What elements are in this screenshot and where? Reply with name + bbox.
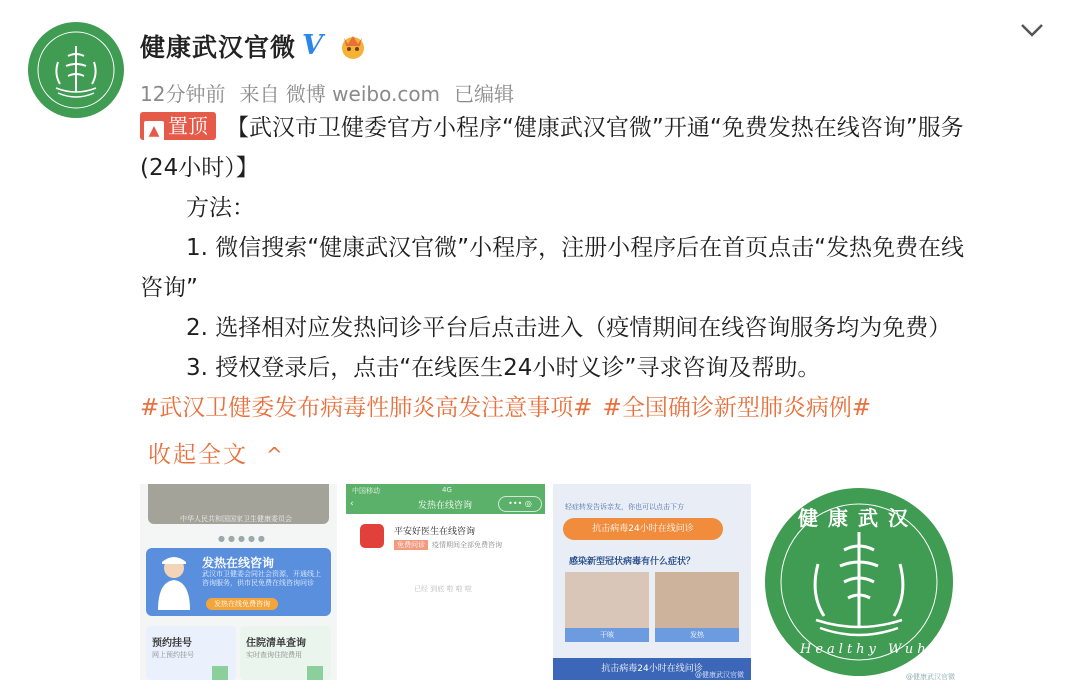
tile-title: 预约挂号 — [152, 638, 192, 649]
consult-button-bottom[interactable]: 抗击病毒24小时在线问诊 — [553, 658, 751, 680]
post-time[interactable]: 12分钟前 — [140, 82, 226, 106]
step-1-line-1: 1. 微信搜索“健康武汉官微”小程序，注册小程序后在首页点击“发热免费在线 — [186, 235, 965, 261]
fever-photo — [655, 572, 739, 628]
image-thumbnail-1[interactable] — [140, 484, 337, 680]
ping-an-logo-icon — [360, 524, 384, 548]
image-thumbnail-2[interactable] — [346, 484, 545, 680]
collapse-text-button[interactable] — [148, 436, 285, 469]
symptom-label-1: 干咳 — [565, 628, 649, 642]
image-thumbnail-4[interactable] — [760, 484, 958, 680]
post-body — [140, 108, 1060, 428]
collapse-label: 收起全文 — [148, 442, 248, 468]
symptom-label-2: 发热 — [655, 628, 739, 642]
tile-desc: 网上预约挂号 — [152, 651, 194, 659]
list-end-hint: 已经 到底 啦 啦 啦 — [414, 585, 472, 593]
bill-icon — [307, 666, 323, 680]
pinned-label: 置顶 — [168, 114, 208, 138]
step-1-line-2: 咨询” — [140, 275, 198, 301]
member-crown-icon[interactable] — [338, 32, 368, 60]
top-hint: 轻症转发告诉亲友，你也可以点击下方 — [565, 503, 684, 511]
healthy-wuhan-logo-icon — [28, 22, 124, 118]
calendar-icon — [212, 666, 228, 680]
card-title: 发热在线咨询 — [202, 556, 275, 570]
chevron-down-icon[interactable] — [1017, 18, 1047, 42]
tile-desc: 实时查询住院费用 — [246, 651, 302, 659]
pinned-badge — [140, 112, 216, 140]
doctor-icon — [154, 554, 194, 610]
chevron-up-icon: ^ — [266, 443, 285, 467]
tile-hospital-bill[interactable] — [240, 626, 331, 680]
step-3: 3. 授权登录后，点击“在线医生24小时义诊”寻求咨询及帮助。 — [186, 355, 821, 381]
back-icon[interactable]: ‹ — [350, 499, 354, 509]
status-network: 4G — [442, 486, 452, 494]
logo-top-text: 健康武汉 — [798, 506, 918, 530]
miniprogram-capsule-icon[interactable]: ••• ◎ — [498, 496, 542, 512]
list-item-title[interactable]: 平安好医生在线咨询 — [394, 527, 476, 537]
image-thumbnail-3[interactable] — [553, 484, 751, 680]
hashtag-link[interactable]: #武汉卫健委发布病毒性肺炎高发注意事项# — [140, 395, 593, 421]
consult-button-top[interactable]: 抗击病毒24小时在线问诊 — [563, 518, 723, 540]
post-meta — [140, 78, 528, 107]
avatar[interactable] — [28, 22, 124, 118]
hashtag-row — [140, 388, 1060, 428]
step-2: 2. 选择相对应发热问诊平台后点击进入（疫情期间在线咨询服务均为免费） — [186, 315, 952, 341]
nav-title: 发热在线咨询 — [418, 501, 473, 511]
tile-appointment[interactable] — [146, 626, 236, 680]
post-source: 来自 微博 weibo.com — [239, 82, 441, 106]
edited-label[interactable]: 已编辑 — [454, 82, 515, 106]
watermark: @健康武汉官微 — [695, 671, 744, 679]
status-carrier: 中国移动 — [352, 487, 380, 495]
title-line-2: (24小时）】 — [140, 155, 259, 181]
free-tag: 免费问诊 — [394, 540, 428, 550]
watermark: @健康武汉官微 — [906, 673, 955, 680]
tile-title: 住院清单查询 — [246, 638, 306, 649]
method-label: 方法： — [186, 195, 255, 221]
card-desc: 武汉市卫健委会同社会资源，开通线上咨询服务，供市民免费在线咨询问诊 — [202, 570, 321, 587]
pin-arrow-icon: ▲ — [144, 121, 164, 141]
post-title — [140, 108, 1060, 188]
username[interactable]: 健康武汉官微 — [140, 33, 297, 62]
step-1 — [140, 228, 1060, 308]
title-line-1: 【武汉市卫健委官方小程序“健康武汉官微”开通“免费发热在线咨询”服务 — [226, 115, 964, 141]
fever-consult-card[interactable] — [146, 548, 331, 616]
card-button[interactable]: 发热在线免费咨询 — [206, 598, 278, 610]
symptom-question: 感染新型冠状病毒有什么症状？ — [569, 557, 696, 567]
cough-photo — [565, 572, 649, 628]
list-item-desc: 疫情期间全部免费咨询 — [432, 541, 502, 549]
logo-bottom-text: Healthy Wuhan — [800, 642, 954, 657]
carousel-dots: ●●●●● — [218, 534, 268, 543]
banner-caption: 中华人民共和国国家卫生健康委员会 — [180, 515, 292, 523]
hashtag-link[interactable]: #全国确诊新型肺炎病例# — [602, 395, 872, 421]
verified-v-icon: V — [302, 30, 323, 61]
